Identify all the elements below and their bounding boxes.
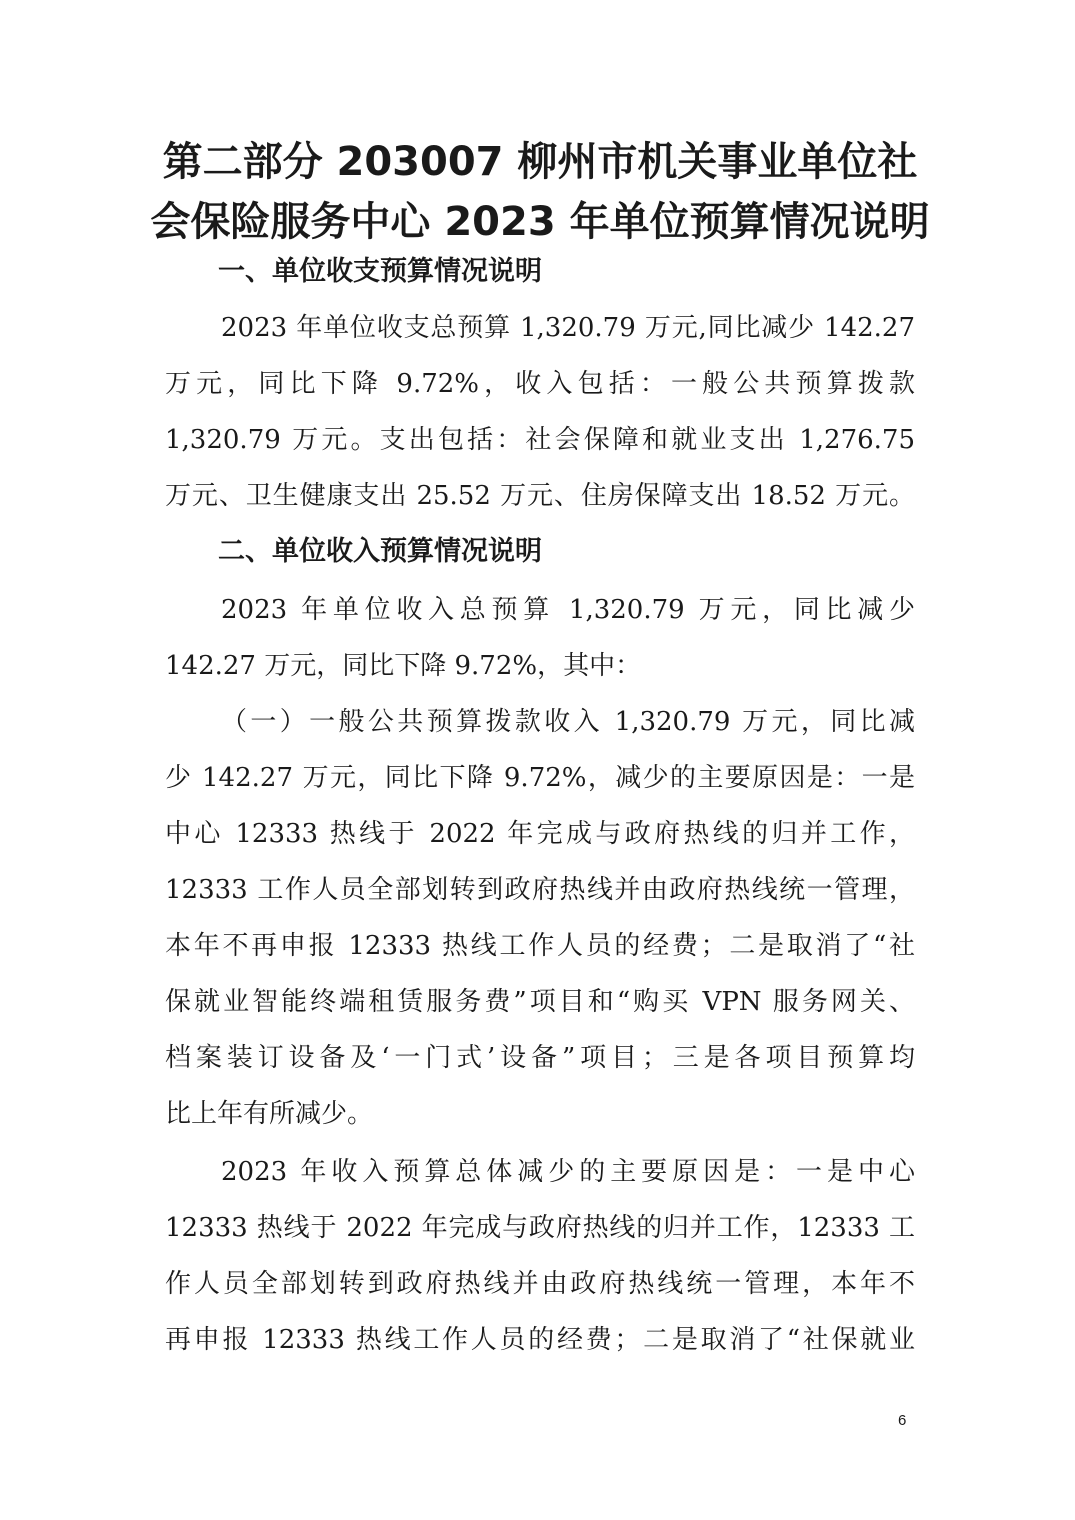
section-heading-income-budget: 二、单位收入预算情况说明 bbox=[218, 536, 542, 567]
text-line: 档案装订设备及‘一门式’设备”项目；三是各项目预算均 bbox=[165, 1043, 915, 1073]
section-heading-budget-overview: 一、单位收支预算情况说明 bbox=[218, 256, 542, 287]
paragraph-budget-overview bbox=[165, 300, 915, 524]
text-line: 再申报 12333 热线工作人员的经费；二是取消了“社保就业 bbox=[165, 1325, 915, 1355]
text-line: （一）一般公共预算拨款收入 1,320.79 万元，同比减 bbox=[221, 707, 915, 737]
title-line: 会保险服务中心 2023 年单位预算情况说明 bbox=[150, 199, 930, 245]
text-line: 12333 热线于 2022 年完成与政府热线的归并工作，12333 工 bbox=[165, 1213, 915, 1243]
text-line: 中心 12333 热线于 2022 年完成与政府热线的归并工作， bbox=[165, 819, 915, 849]
text-line: 2023 年单位收入总预算 1,320.79 万元，同比减少 bbox=[221, 595, 915, 625]
text-line: 12333 工作人员全部划转到政府热线并由政府热线统一管理， bbox=[165, 875, 915, 905]
text-line: 2023 年单位收支总预算 1,320.79 万元,同比减少 142.27 bbox=[221, 313, 915, 343]
page-number: 6 bbox=[898, 1412, 907, 1429]
paragraph-general-public-budget bbox=[165, 694, 915, 1142]
text-line: 2023 年收入预算总体减少的主要原因是：一是中心 bbox=[221, 1157, 915, 1187]
paragraph-income-intro bbox=[165, 582, 915, 694]
text-line: 142.27 万元，同比下降 9.72%，其中： bbox=[165, 651, 642, 681]
title-line: 第二部分 203007 柳州市机关事业单位社 bbox=[162, 139, 918, 185]
text-line: 万元、卫生健康支出 25.52 万元、住房保障支出 18.52 万元。 bbox=[165, 481, 915, 511]
paragraph-income-decrease-reasons bbox=[165, 1144, 915, 1368]
text-line: 少 142.27 万元，同比下降 9.72%，减少的主要原因是：一是 bbox=[165, 763, 915, 793]
text-line: 比上年有所减少。 bbox=[165, 1099, 374, 1129]
text-line: 作人员全部划转到政府热线并由政府热线统一管理，本年不 bbox=[165, 1269, 915, 1299]
text-line: 保就业智能终端租赁服务费”项目和“购买 VPN 服务网关、 bbox=[165, 987, 915, 1017]
text-line: 万元，同比下降 9.72%，收入包括：一般公共预算拨款 bbox=[165, 369, 915, 399]
text-line: 1,320.79 万元。支出包括：社会保障和就业支出 1,276.75 bbox=[165, 425, 915, 455]
page-title bbox=[150, 132, 930, 252]
text-line: 本年不再申报 12333 热线工作人员的经费；二是取消了“社 bbox=[165, 931, 915, 961]
